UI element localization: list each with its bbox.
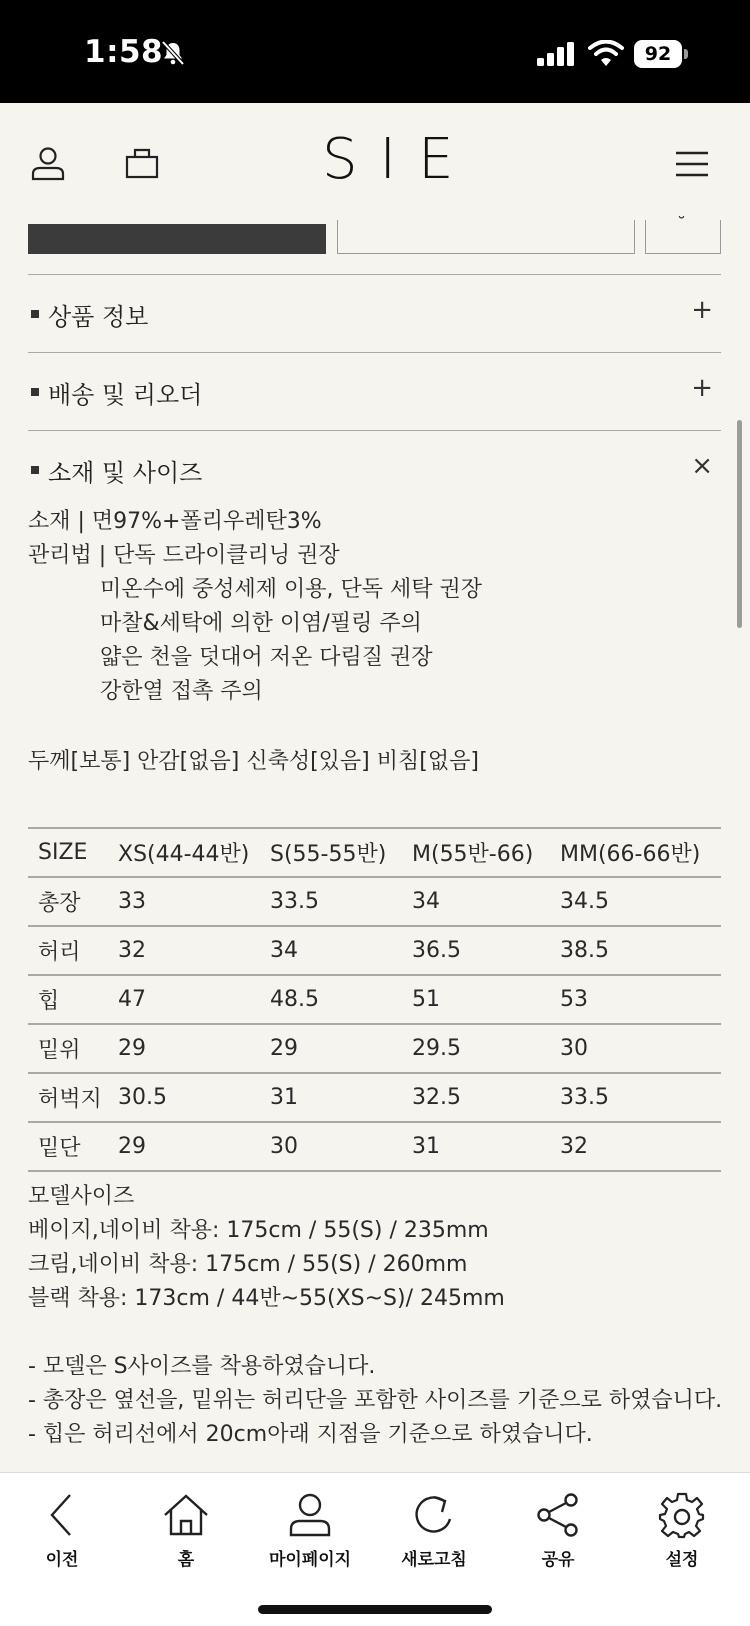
table-cell: 33.5 bbox=[550, 1073, 721, 1122]
table-cell: 33.5 bbox=[260, 877, 402, 926]
table-cell: 31 bbox=[402, 1122, 550, 1171]
bullet-icon bbox=[31, 388, 39, 396]
size-notes bbox=[28, 1350, 728, 1452]
nav-label: 홈 bbox=[177, 1550, 195, 1570]
table-cell: 32 bbox=[550, 1122, 721, 1171]
table-header-cell: XS(44-44반) bbox=[108, 828, 260, 877]
close-icon[interactable]: × bbox=[691, 451, 713, 481]
table-row bbox=[28, 926, 721, 975]
user-icon[interactable] bbox=[30, 145, 66, 181]
nav-label: 설정 bbox=[665, 1550, 699, 1570]
quantity-select[interactable] bbox=[645, 214, 721, 254]
nav-label: 마이페이지 bbox=[268, 1550, 352, 1570]
nav-settings-button[interactable] bbox=[627, 1491, 737, 1570]
hamburger-menu-icon[interactable] bbox=[674, 149, 710, 179]
size-table bbox=[28, 827, 721, 1172]
table-cell: 허리 bbox=[28, 926, 108, 975]
model-size-section bbox=[28, 1180, 728, 1316]
table-header-cell: SIZE bbox=[28, 828, 108, 877]
shopping-bag-icon[interactable] bbox=[124, 145, 160, 181]
table-cell: 29 bbox=[260, 1024, 402, 1073]
nav-back-button[interactable] bbox=[7, 1491, 117, 1570]
back-icon bbox=[38, 1491, 86, 1539]
person-icon bbox=[286, 1491, 334, 1539]
nav-label: 새로고침 bbox=[401, 1550, 467, 1570]
note-line: - 힙은 허리선에서 20cm아래 지점을 기준으로 하였습니다. bbox=[28, 1422, 593, 1447]
table-cell: 29 bbox=[108, 1024, 260, 1073]
nav-label: 이전 bbox=[45, 1550, 79, 1570]
brand-logo[interactable]: SIE bbox=[322, 127, 476, 192]
care-instruction: 미온수에 중성세제 이용, 단독 세탁 권장 bbox=[100, 577, 482, 602]
status-bar bbox=[0, 0, 750, 103]
accordion-label: 배송 및 리오더 bbox=[48, 381, 203, 409]
battery-icon bbox=[634, 40, 688, 68]
nav-share-button[interactable] bbox=[503, 1491, 613, 1570]
table-cell: 허벅지 bbox=[28, 1073, 108, 1122]
home-icon bbox=[162, 1491, 210, 1539]
plus-icon[interactable]: + bbox=[691, 295, 713, 325]
table-cell: 30 bbox=[260, 1122, 402, 1171]
table-cell: 34 bbox=[402, 877, 550, 926]
table-cell: 29 bbox=[108, 1122, 260, 1171]
table-cell: 30 bbox=[550, 1024, 721, 1073]
table-row bbox=[28, 1122, 721, 1171]
nav-home-button[interactable] bbox=[131, 1491, 241, 1570]
model-size-line: 베이지,네이비 착용: 175cm / 55(S) / 235mm bbox=[28, 1218, 489, 1243]
table-cell: 47 bbox=[108, 975, 260, 1024]
care-instruction: 마찰&세탁에 의한 이염/필링 주의 bbox=[100, 611, 422, 636]
accordion-label: 소재 및 사이즈 bbox=[48, 459, 203, 487]
table-cell: 31 bbox=[260, 1073, 402, 1122]
care-instruction: 얇은 천을 덧대어 저온 다림질 권장 bbox=[100, 645, 433, 670]
refresh-icon bbox=[410, 1491, 458, 1539]
table-row bbox=[28, 877, 721, 926]
accordion-product-info[interactable] bbox=[28, 274, 721, 352]
gear-icon bbox=[658, 1491, 706, 1539]
table-row bbox=[28, 1073, 721, 1122]
model-size-line: 블랙 착용: 173cm / 44반~55(XS~S)/ 245mm bbox=[28, 1286, 505, 1311]
note-line: - 총장은 옆선을, 밑위는 허리단을 포함한 사이즈를 기준으로 하였습니다. bbox=[28, 1388, 723, 1413]
scrollbar[interactable] bbox=[737, 420, 742, 628]
bullet-icon bbox=[31, 310, 39, 318]
table-cell: 33 bbox=[108, 877, 260, 926]
table-cell: 38.5 bbox=[550, 926, 721, 975]
table-header-cell: M(55반-66) bbox=[402, 828, 550, 877]
share-icon bbox=[534, 1491, 582, 1539]
table-cell: 34.5 bbox=[550, 877, 721, 926]
table-header-row bbox=[28, 828, 721, 877]
accordion-material-size[interactable] bbox=[28, 430, 721, 508]
plus-icon[interactable]: + bbox=[691, 373, 713, 403]
table-header-cell: MM(66-66반) bbox=[550, 828, 721, 877]
model-size-line: 크림,네이비 착용: 175cm / 55(S) / 260mm bbox=[28, 1252, 468, 1277]
model-size-title: 모델사이즈 bbox=[28, 1184, 135, 1209]
care-line: 관리법 | 단독 드라이클리닝 권장 bbox=[28, 543, 340, 568]
battery-level: 92 bbox=[634, 40, 682, 68]
bottom-nav bbox=[0, 1472, 750, 1626]
table-row bbox=[28, 1024, 721, 1073]
table-cell: 32.5 bbox=[402, 1073, 550, 1122]
care-instruction: 강한열 접촉 주의 bbox=[100, 679, 263, 704]
wifi-icon bbox=[588, 40, 624, 68]
table-cell: 29.5 bbox=[402, 1024, 550, 1073]
table-cell: 밑단 bbox=[28, 1122, 108, 1171]
table-cell: 53 bbox=[550, 975, 721, 1024]
table-cell: 힙 bbox=[28, 975, 108, 1024]
table-cell: 밑위 bbox=[28, 1024, 108, 1073]
nav-mypage-button[interactable] bbox=[255, 1491, 365, 1570]
fabric-attributes: 두께[보통] 안감[없음] 신축성[있음] 비침[없음] bbox=[28, 749, 479, 774]
add-to-cart-button[interactable] bbox=[28, 224, 326, 254]
site-header bbox=[0, 103, 750, 213]
table-cell: 51 bbox=[402, 975, 550, 1024]
accordion-label: 상품 정보 bbox=[48, 303, 149, 331]
nav-refresh-button[interactable] bbox=[379, 1491, 489, 1570]
accordion-shipping-reorder[interactable] bbox=[28, 352, 721, 430]
table-cell: 총장 bbox=[28, 877, 108, 926]
bullet-icon bbox=[31, 466, 39, 474]
home-indicator[interactable] bbox=[258, 1605, 492, 1614]
table-cell: 30.5 bbox=[108, 1073, 260, 1122]
status-time: 1:58 bbox=[84, 34, 164, 70]
option-select[interactable] bbox=[337, 220, 635, 254]
table-header-cell: S(55-55반) bbox=[260, 828, 402, 877]
table-row bbox=[28, 975, 721, 1024]
bell-muted-icon bbox=[160, 40, 186, 66]
table-cell: 34 bbox=[260, 926, 402, 975]
material-section bbox=[28, 505, 728, 779]
chevron-down-icon: ˘ bbox=[677, 214, 686, 235]
table-cell: 48.5 bbox=[260, 975, 402, 1024]
nav-label: 공유 bbox=[541, 1550, 575, 1570]
note-line: - 모델은 S사이즈를 착용하였습니다. bbox=[28, 1354, 376, 1379]
table-cell: 36.5 bbox=[402, 926, 550, 975]
cell-signal-icon bbox=[537, 42, 577, 66]
material-line: 소재 | 면97%+폴리우레탄3% bbox=[28, 509, 322, 534]
table-cell: 32 bbox=[108, 926, 260, 975]
